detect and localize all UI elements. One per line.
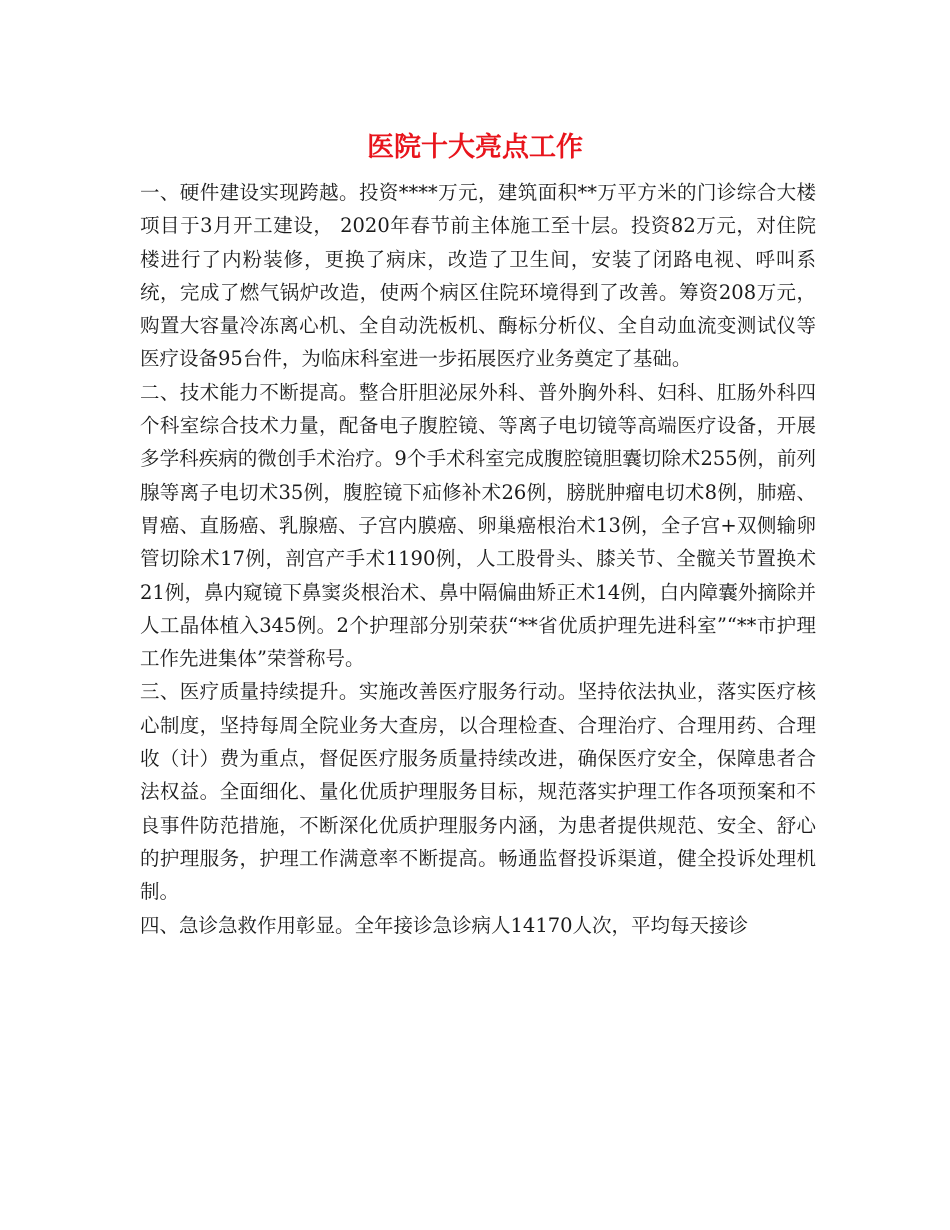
- paragraph-technology: 二、技术能力不断提高。整合肝胆泌尿外科、普外胸外科、妇科、肛肠外科四个科室综合技术力量，配备电子腹腔镜、等离子电切镜等高端医疗设备，开展多学科疾病的微创手术治疗。9个手术科室完成腹腔镜胆囊切除术255例，前列腺等离子电切术35例，腹腔镜下疝修补术26例，膀胱肿瘤电切术8例，肺癌、胃癌、直肠癌、乳腺癌、子宫内膜癌、卵巢癌根治术13例，全子宫+双侧输卵管切除术17例，剖宫产手术1190例，人工股骨头、膝关节、全髋关节置换术21例，鼻内窥镜下鼻窦炎根治术、鼻中隔偏曲矫正术14例，白内障囊外摘除并人工晶体植入345例。2个护理部分别荣获“**省优质护理先进科室”“**市护理工作先进集体”荣誉称号。: [140, 380, 816, 671]
- paragraph-quality: 三、医疗质量持续提升。实施改善医疗服务行动。坚持依法执业，落实医疗核心制度，坚持每周全院业务大查房，以合理检查、合理治疗、合理用药、合理收（计）费为重点，督促医疗服务质量持续改进，确保医疗安全，保障患者合法权益。全面细化、量化优质护理服务目标，规范落实护理工作各项预案和不良事件防范措施，不断深化优质护理服务内涵，为患者提供规范、安全、舒心的护理服务，护理工作满意率不断提高。畅通监督投诉渠道，健全投诉处理机制。: [140, 680, 816, 904]
- document-title: 医院十大亮点工作: [367, 132, 583, 163]
- paragraph-emergency: 四、急诊急救作用彰显。全年接诊急诊病人14170人次，平均每天接诊: [140, 913, 749, 937]
- paragraph-hardware: 一、硬件建设实现跨越。投资****万元，建筑面积**万平方米的门诊综合大楼项目于3月开工建设， 2020年春节前主体施工至十层。投资82万元，对住院楼进行了内粉装修，更换了病床，改造了卫生间，安装了闭路电视、呼叫系统，完成了燃气锅炉改造，使两个病区住院环境得到了改善。筹资208万元，购置大容量冷冻离心机、全自动洗板机、酶标分析仪、全自动血流变测试仪等医疗设备95台件，为临床科室进一步拓展医疗业务奠定了基础。: [140, 181, 816, 371]
- document-body: [140, 176, 816, 942]
